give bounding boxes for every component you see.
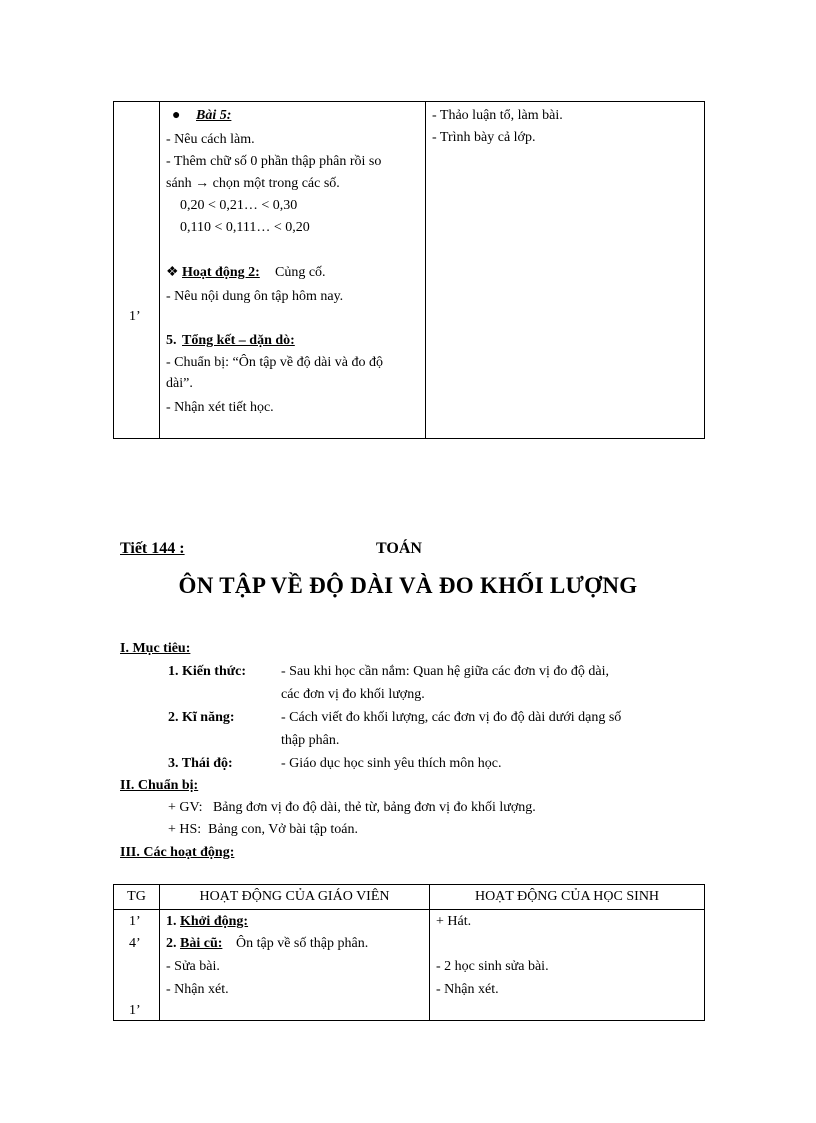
student-activity-cell xyxy=(426,102,705,439)
teacher-activity-cell xyxy=(160,102,426,439)
student-activity-cell xyxy=(430,910,705,1021)
objectives-heading: I. Mục tiêu: xyxy=(120,641,191,656)
text-line: - Chuẩn bị: “Ôn tập về độ dài và đo độ xyxy=(166,355,383,370)
text-line: dài”. xyxy=(166,376,193,391)
text-line: + Hát. xyxy=(436,914,472,929)
header-teacher: HOẠT ĐỘNG CỦA GIÁO VIÊN xyxy=(160,885,430,910)
text-line: - Nhận xét. xyxy=(166,982,229,997)
skills-text-cont: thập phân. xyxy=(281,733,340,748)
student-prep: + HS: Bảng con, Vở bài tập toán. xyxy=(168,822,359,837)
knowledge-text-cont: các đơn vị đo khối lượng. xyxy=(281,687,425,702)
text-line: - 2 học sinh sửa bài. xyxy=(436,959,549,974)
text-line: - Thảo luận tổ, làm bài. xyxy=(432,108,563,123)
attitude-text: - Giáo dục học sinh yêu thích môn học. xyxy=(281,756,502,771)
skills-label: 2. Kĩ năng: xyxy=(168,710,235,725)
text-line: - Nêu cách làm. xyxy=(166,132,255,147)
text-line: - Nêu nội dung ôn tập hôm nay. xyxy=(166,289,344,304)
header-time: TG xyxy=(114,885,160,910)
example-line: 0,20 < 0,21… < 0,30 xyxy=(180,198,298,213)
activity-2-label: Hoạt động 2: xyxy=(182,265,260,280)
exercise-5-label: Bài 5: xyxy=(196,108,232,123)
time-value: 1’ xyxy=(129,914,141,929)
page-title: ÔN TẬP VỀ ĐỘ DÀI VÀ ĐO KHỐI LƯỢNG xyxy=(178,573,638,598)
activity-table-continued xyxy=(113,101,705,439)
skills-text: - Cách viết đo khối lượng, các đơn vị đo độ dài dưới dạng số xyxy=(281,710,622,725)
lesson-number: Tiết 144 : xyxy=(120,540,185,557)
text-line: Củng cố. xyxy=(275,265,326,280)
text-line: - Nhận xét tiết học. xyxy=(166,400,274,415)
text-line: Ôn tập về số thập phân. xyxy=(236,936,369,951)
preparation-heading: II. Chuẩn bị: xyxy=(120,778,199,793)
activities-heading: III. Các hoạt động: xyxy=(120,845,235,860)
diamond-bullet-icon: ❖ xyxy=(166,265,179,280)
text-line: - Thêm chữ số 0 phần thập phân rồi so xyxy=(166,154,382,169)
text-line: - Trình bày cả lớp. xyxy=(432,130,536,145)
time-value: 1’ xyxy=(129,1003,141,1018)
text-line: - Nhận xét. xyxy=(436,982,499,997)
teacher-prep: + GV: Bảng đơn vị đo độ dài, thẻ từ, bảng đơn vị đo khối lượng. xyxy=(168,800,536,815)
header-student: HOẠT ĐỘNG CỦA HỌC SINH xyxy=(430,885,705,910)
teacher-activity-cell xyxy=(160,910,430,1021)
knowledge-text: - Sau khi học cần nắm: Quan hệ giữa các đơn vị đo độ dài, xyxy=(281,664,609,679)
attitude-label: 3. Thái độ: xyxy=(168,756,233,771)
subject-title: TOÁN xyxy=(376,540,422,557)
time-value: 4’ xyxy=(129,936,141,951)
time-value: 1’ xyxy=(129,309,141,324)
section-number: 2. xyxy=(166,936,177,951)
section-number: 5. xyxy=(166,333,177,348)
example-line: 0,110 < 0,111… < 0,20 xyxy=(180,220,310,235)
review-label: Bài cũ: xyxy=(180,936,223,951)
text-line: sánh → chọn một trong các số. xyxy=(166,176,340,191)
time-cell xyxy=(114,102,160,439)
knowledge-label: 1. Kiến thức: xyxy=(168,664,247,679)
summary-label: Tổng kết – dặn dò: xyxy=(182,333,295,348)
bullet-icon: ● xyxy=(172,108,181,123)
text-line: - Sửa bài. xyxy=(166,959,220,974)
activity-table xyxy=(113,884,705,1021)
warmup-label: Khởi động: xyxy=(180,914,249,929)
section-number: 1. xyxy=(166,914,177,929)
time-cell xyxy=(114,910,160,1021)
